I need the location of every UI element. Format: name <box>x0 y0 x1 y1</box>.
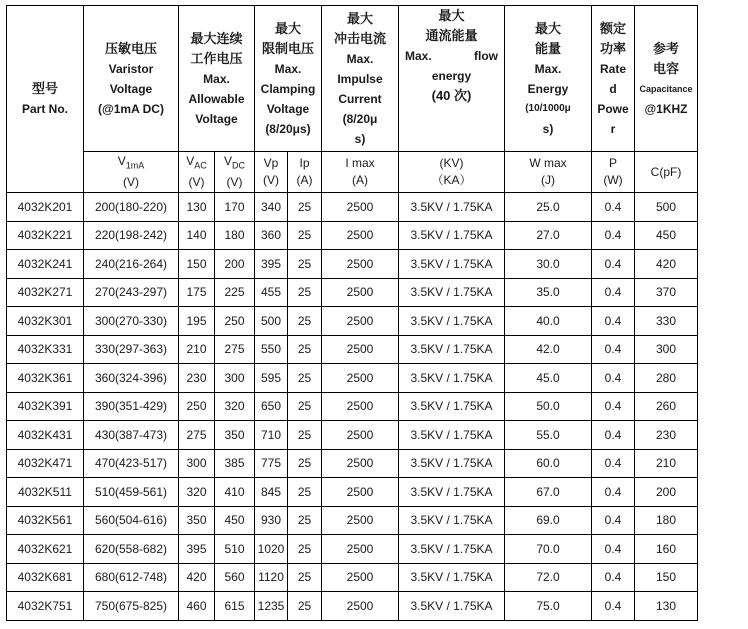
header-impulse-en4: (8/20μ <box>342 111 378 126</box>
header-allowable-en3: Voltage <box>195 111 238 126</box>
cell-c: 180 <box>635 506 698 535</box>
unit-vac <box>179 152 215 193</box>
cell-vdc: 320 <box>215 392 255 421</box>
cell-c: 230 <box>635 421 698 450</box>
header-clamping-en2: Clamping <box>260 81 316 96</box>
cell-imax: 2500 <box>322 307 399 336</box>
unit-flow-kv: (KV) <box>439 156 464 170</box>
cell-c: 130 <box>635 592 698 621</box>
unit-flow <box>399 152 505 193</box>
cell-v1ma: 300(270-330) <box>84 307 179 336</box>
cell-v1ma: 240(216-264) <box>84 250 179 279</box>
header-allowable-en1: Max. <box>203 71 230 86</box>
cell-wmax: 25.0 <box>505 193 592 222</box>
cell-flow: 3.5KV / 1.75KA <box>399 449 505 478</box>
cell-vp: 500 <box>255 307 288 336</box>
header-power-cn2: 功率 <box>599 40 626 56</box>
unit-vdc <box>215 152 255 193</box>
cell-vac: 195 <box>179 307 215 336</box>
cell-vdc: 275 <box>215 335 255 364</box>
header-power-cn1: 额定 <box>599 20 626 36</box>
cell-p: 0.4 <box>592 307 635 336</box>
cell-vp: 1120 <box>255 563 288 592</box>
cell-v1ma: 330(297-363) <box>84 335 179 364</box>
cell-wmax: 30.0 <box>505 250 592 279</box>
cell-vac: 150 <box>179 250 215 279</box>
header-flow-en1 <box>399 46 504 66</box>
cell-wmax: 42.0 <box>505 335 592 364</box>
header-allowable-voltage <box>179 6 255 152</box>
header-clamping-en3: Voltage <box>266 101 310 116</box>
cell-wmax: 55.0 <box>505 421 592 450</box>
table-row <box>7 421 698 450</box>
cell-ip: 25 <box>288 250 322 279</box>
cell-imax: 2500 <box>322 421 399 450</box>
cell-imax: 2500 <box>322 193 399 222</box>
cell-v1ma: 470(423-517) <box>84 449 179 478</box>
table-row <box>7 449 698 478</box>
cell-ip: 25 <box>288 335 322 364</box>
cell-ip: 25 <box>288 478 322 507</box>
cell-imax: 2500 <box>322 278 399 307</box>
header-flow-energy <box>399 6 505 152</box>
table-row <box>7 506 698 535</box>
cell-part: 4032K241 <box>7 250 84 279</box>
table-row <box>7 307 698 336</box>
table-row <box>7 335 698 364</box>
cell-ip: 25 <box>288 449 322 478</box>
cell-flow: 3.5KV / 1.75KA <box>399 193 505 222</box>
header-energy-en2: Energy <box>527 81 569 96</box>
cell-vac: 230 <box>179 364 215 393</box>
cell-part: 4032K511 <box>7 478 84 507</box>
cell-vdc: 410 <box>215 478 255 507</box>
cell-wmax: 60.0 <box>505 449 592 478</box>
cell-v1ma: 200(180-220) <box>84 193 179 222</box>
cell-vdc: 180 <box>215 221 255 250</box>
unit-v1ma <box>84 152 179 193</box>
unit-ip-symbol: Ip <box>299 156 310 170</box>
cell-vac: 350 <box>179 506 215 535</box>
header-energy-cn2: 能量 <box>534 40 561 56</box>
cell-vdc: 560 <box>215 563 255 592</box>
cell-v1ma: 680(612-748) <box>84 563 179 592</box>
unit-vac-unit: (V) <box>188 175 205 190</box>
cell-part: 4032K751 <box>7 592 84 621</box>
cell-p: 0.4 <box>592 592 635 621</box>
cell-v1ma: 510(459-561) <box>84 478 179 507</box>
cell-v1ma: 430(387-473) <box>84 421 179 450</box>
cell-flow: 3.5KV / 1.75KA <box>399 478 505 507</box>
cell-wmax: 70.0 <box>505 535 592 564</box>
unit-flow-ka: （KA） <box>431 173 472 187</box>
header-flow-en1a: Max. <box>405 49 432 63</box>
cell-flow: 3.5KV / 1.75KA <box>399 592 505 621</box>
unit-wmax <box>505 152 592 193</box>
cell-wmax: 67.0 <box>505 478 592 507</box>
cell-vp: 340 <box>255 193 288 222</box>
cell-vac: 460 <box>179 592 215 621</box>
unit-ip-unit: (A) <box>296 173 313 187</box>
table-row <box>7 592 698 621</box>
cell-vac: 250 <box>179 392 215 421</box>
cell-ip: 25 <box>288 563 322 592</box>
cell-flow: 3.5KV / 1.75KA <box>399 364 505 393</box>
cell-part: 4032K301 <box>7 307 84 336</box>
header-allowable-cn2: 工作电压 <box>190 50 243 66</box>
cell-wmax: 50.0 <box>505 392 592 421</box>
header-part-en: Part No. <box>21 102 68 116</box>
cell-imax: 2500 <box>322 364 399 393</box>
cell-p: 0.4 <box>592 535 635 564</box>
header-impulse-cn2: 冲击电流 <box>333 30 386 46</box>
header-energy-cn1: 最大 <box>534 20 561 36</box>
unit-imax <box>322 152 399 193</box>
unit-v1ma-subscript: 1mA <box>125 160 145 171</box>
table-row <box>7 392 698 421</box>
cell-flow: 3.5KV / 1.75KA <box>399 335 505 364</box>
header-power-en3: Powe <box>597 101 629 116</box>
unit-imax-unit: (A) <box>352 173 368 187</box>
cell-part: 4032K271 <box>7 278 84 307</box>
table-row <box>7 278 698 307</box>
header-power-en1: Rate <box>599 61 626 76</box>
header-clamping-voltage <box>255 6 322 152</box>
cell-vac: 395 <box>179 535 215 564</box>
cell-vp: 455 <box>255 278 288 307</box>
cell-part: 4032K431 <box>7 421 84 450</box>
cell-part: 4032K471 <box>7 449 84 478</box>
header-flow-cn1: 最大 <box>438 8 465 23</box>
header-rated-power <box>592 6 635 152</box>
cell-v1ma: 360(324-396) <box>84 364 179 393</box>
header-capacitance-cn1: 参考 <box>652 40 679 56</box>
cell-part: 4032K391 <box>7 392 84 421</box>
cell-part: 4032K621 <box>7 535 84 564</box>
cell-v1ma: 270(243-297) <box>84 278 179 307</box>
unit-vdc-unit: (V) <box>226 175 243 190</box>
cell-imax: 2500 <box>322 563 399 592</box>
header-row-units <box>7 152 698 193</box>
cell-c: 450 <box>635 221 698 250</box>
table-row <box>7 221 698 250</box>
cell-c: 160 <box>635 535 698 564</box>
cell-wmax: 35.0 <box>505 278 592 307</box>
cell-c: 420 <box>635 250 698 279</box>
cell-vdc: 450 <box>215 506 255 535</box>
header-flow-en2: energy <box>431 69 472 83</box>
header-flow-en3: (40 次) <box>431 88 472 103</box>
table-row <box>7 563 698 592</box>
cell-vac: 130 <box>179 193 215 222</box>
cell-p: 0.4 <box>592 193 635 222</box>
header-varistor-en2: Voltage <box>109 81 153 96</box>
cell-vp: 595 <box>255 364 288 393</box>
header-varistor-cn: 压敏电压 <box>104 40 157 56</box>
unit-vac-symbol: V <box>186 153 195 168</box>
cell-vp: 550 <box>255 335 288 364</box>
unit-v1ma-unit: (V) <box>123 175 139 190</box>
cell-ip: 25 <box>288 307 322 336</box>
table-row <box>7 535 698 564</box>
cell-ip: 25 <box>288 421 322 450</box>
cell-c: 500 <box>635 193 698 222</box>
cell-imax: 2500 <box>322 250 399 279</box>
cell-p: 0.4 <box>592 421 635 450</box>
cell-vp: 775 <box>255 449 288 478</box>
cell-p: 0.4 <box>592 250 635 279</box>
cell-v1ma: 390(351-429) <box>84 392 179 421</box>
cell-vdc: 200 <box>215 250 255 279</box>
cell-vdc: 300 <box>215 364 255 393</box>
cell-ip: 25 <box>288 221 322 250</box>
header-capacitance <box>635 6 698 152</box>
cell-part: 4032K221 <box>7 221 84 250</box>
cell-c: 210 <box>635 449 698 478</box>
cell-vac: 140 <box>179 221 215 250</box>
unit-vac-subscript: AC <box>194 160 207 171</box>
cell-part: 4032K331 <box>7 335 84 364</box>
cell-p: 0.4 <box>592 449 635 478</box>
cell-v1ma: 620(558-682) <box>84 535 179 564</box>
unit-p <box>592 152 635 193</box>
unit-ip <box>288 152 322 193</box>
cell-wmax: 69.0 <box>505 506 592 535</box>
header-varistor-voltage <box>84 6 179 152</box>
cell-wmax: 72.0 <box>505 563 592 592</box>
cell-imax: 2500 <box>322 449 399 478</box>
cell-v1ma: 220(198-242) <box>84 221 179 250</box>
header-flow-cn2: 通流能量 <box>425 28 478 43</box>
cell-vac: 320 <box>179 478 215 507</box>
cell-p: 0.4 <box>592 478 635 507</box>
cell-v1ma: 750(675-825) <box>84 592 179 621</box>
cell-c: 150 <box>635 563 698 592</box>
header-part-cn: 型号 <box>31 81 58 96</box>
unit-vp-unit: (V) <box>263 173 279 187</box>
header-clamping-cn1: 最大 <box>274 20 301 36</box>
cell-vp: 845 <box>255 478 288 507</box>
cell-vdc: 250 <box>215 307 255 336</box>
cell-vac: 300 <box>179 449 215 478</box>
cell-flow: 3.5KV / 1.75KA <box>399 535 505 564</box>
cell-p: 0.4 <box>592 364 635 393</box>
cell-vdc: 225 <box>215 278 255 307</box>
cell-vp: 710 <box>255 421 288 450</box>
header-capacitance-en2: @1KHZ <box>644 101 688 116</box>
header-row-main <box>7 6 698 152</box>
cell-p: 0.4 <box>592 278 635 307</box>
cell-p: 0.4 <box>592 563 635 592</box>
cell-ip: 25 <box>288 392 322 421</box>
unit-p-unit: (W) <box>603 173 623 187</box>
table-body <box>7 193 698 621</box>
cell-p: 0.4 <box>592 506 635 535</box>
cell-c: 200 <box>635 478 698 507</box>
header-power-en4: r <box>610 121 616 136</box>
cell-ip: 25 <box>288 535 322 564</box>
cell-flow: 3.5KV / 1.75KA <box>399 221 505 250</box>
unit-c <box>635 152 698 193</box>
cell-vp: 1020 <box>255 535 288 564</box>
header-impulse-current <box>322 6 399 152</box>
cell-vac: 275 <box>179 421 215 450</box>
cell-vp: 360 <box>255 221 288 250</box>
cell-wmax: 27.0 <box>505 221 592 250</box>
cell-part: 4032K681 <box>7 563 84 592</box>
table-row <box>7 478 698 507</box>
cell-vdc: 385 <box>215 449 255 478</box>
header-energy-en3: (10/1000μ <box>525 102 571 114</box>
cell-part: 4032K361 <box>7 364 84 393</box>
header-part-no <box>7 6 84 193</box>
unit-wmax-unit: (J) <box>541 173 555 187</box>
table-row <box>7 193 698 222</box>
cell-imax: 2500 <box>322 535 399 564</box>
header-impulse-cn1: 最大 <box>346 10 373 26</box>
header-clamping-cn2: 限制电压 <box>261 40 314 56</box>
unit-v1ma-symbol: V <box>117 153 126 168</box>
cell-wmax: 45.0 <box>505 364 592 393</box>
header-capacitance-cn2: 电容 <box>652 60 679 76</box>
cell-vdc: 510 <box>215 535 255 564</box>
header-varistor-en1: Varistor <box>108 61 154 76</box>
header-capacitance-en1: Capacitance <box>639 83 693 94</box>
header-energy-en1: Max. <box>534 61 562 76</box>
cell-p: 0.4 <box>592 392 635 421</box>
unit-wmax-symbol: W max <box>529 156 567 170</box>
cell-vp: 650 <box>255 392 288 421</box>
header-impulse-en2: Impulse <box>337 71 383 86</box>
cell-v1ma: 560(504-616) <box>84 506 179 535</box>
table-row <box>7 364 698 393</box>
cell-c: 300 <box>635 335 698 364</box>
cell-flow: 3.5KV / 1.75KA <box>399 563 505 592</box>
cell-flow: 3.5KV / 1.75KA <box>399 421 505 450</box>
unit-p-symbol: P <box>608 156 617 170</box>
cell-vdc: 170 <box>215 193 255 222</box>
cell-flow: 3.5KV / 1.75KA <box>399 506 505 535</box>
header-impulse-en3: Current <box>338 91 382 106</box>
cell-c: 260 <box>635 392 698 421</box>
cell-c: 330 <box>635 307 698 336</box>
cell-p: 0.4 <box>592 335 635 364</box>
header-energy-en4: s) <box>542 121 554 136</box>
cell-vac: 420 <box>179 563 215 592</box>
cell-imax: 2500 <box>322 478 399 507</box>
cell-ip: 25 <box>288 506 322 535</box>
cell-wmax: 40.0 <box>505 307 592 336</box>
unit-vdc-symbol: V <box>223 153 232 168</box>
header-power-en2: d <box>609 81 617 96</box>
unit-imax-symbol: I max <box>345 156 375 170</box>
unit-vp-symbol: Vp <box>263 156 279 170</box>
cell-ip: 25 <box>288 193 322 222</box>
cell-vdc: 350 <box>215 421 255 450</box>
cell-part: 4032K201 <box>7 193 84 222</box>
cell-c: 370 <box>635 278 698 307</box>
cell-vac: 210 <box>179 335 215 364</box>
cell-wmax: 75.0 <box>505 592 592 621</box>
header-impulse-en1: Max. <box>346 51 374 66</box>
cell-vac: 175 <box>179 278 215 307</box>
cell-p: 0.4 <box>592 221 635 250</box>
cell-flow: 3.5KV / 1.75KA <box>399 278 505 307</box>
cell-imax: 2500 <box>322 221 399 250</box>
cell-part: 4032K561 <box>7 506 84 535</box>
header-allowable-en2: Allowable <box>188 91 245 106</box>
cell-vp: 930 <box>255 506 288 535</box>
header-varistor-en3: (@1mA DC) <box>98 101 164 116</box>
unit-vdc-subscript: DC <box>232 160 245 171</box>
unit-c-symbol: C(pF) <box>650 164 682 179</box>
header-impulse-en5: s) <box>354 131 366 146</box>
header-flow-en1b: flow <box>474 49 498 63</box>
cell-c: 280 <box>635 364 698 393</box>
table-row <box>7 250 698 279</box>
cell-flow: 3.5KV / 1.75KA <box>399 392 505 421</box>
cell-vp: 395 <box>255 250 288 279</box>
cell-imax: 2500 <box>322 335 399 364</box>
cell-imax: 2500 <box>322 592 399 621</box>
cell-imax: 2500 <box>322 392 399 421</box>
header-clamping-en1: Max. <box>274 61 302 76</box>
header-clamping-en4: (8/20μs) <box>265 121 311 136</box>
cell-vdc: 615 <box>215 592 255 621</box>
header-max-energy <box>505 6 592 152</box>
unit-vp <box>255 152 288 193</box>
header-allowable-cn1: 最大连续 <box>190 30 243 46</box>
cell-imax: 2500 <box>322 506 399 535</box>
cell-vp: 1235 <box>255 592 288 621</box>
cell-flow: 3.5KV / 1.75KA <box>399 307 505 336</box>
cell-ip: 25 <box>288 364 322 393</box>
cell-flow: 3.5KV / 1.75KA <box>399 250 505 279</box>
cell-ip: 25 <box>288 592 322 621</box>
cell-ip: 25 <box>288 278 322 307</box>
varistor-spec-table <box>6 5 698 621</box>
